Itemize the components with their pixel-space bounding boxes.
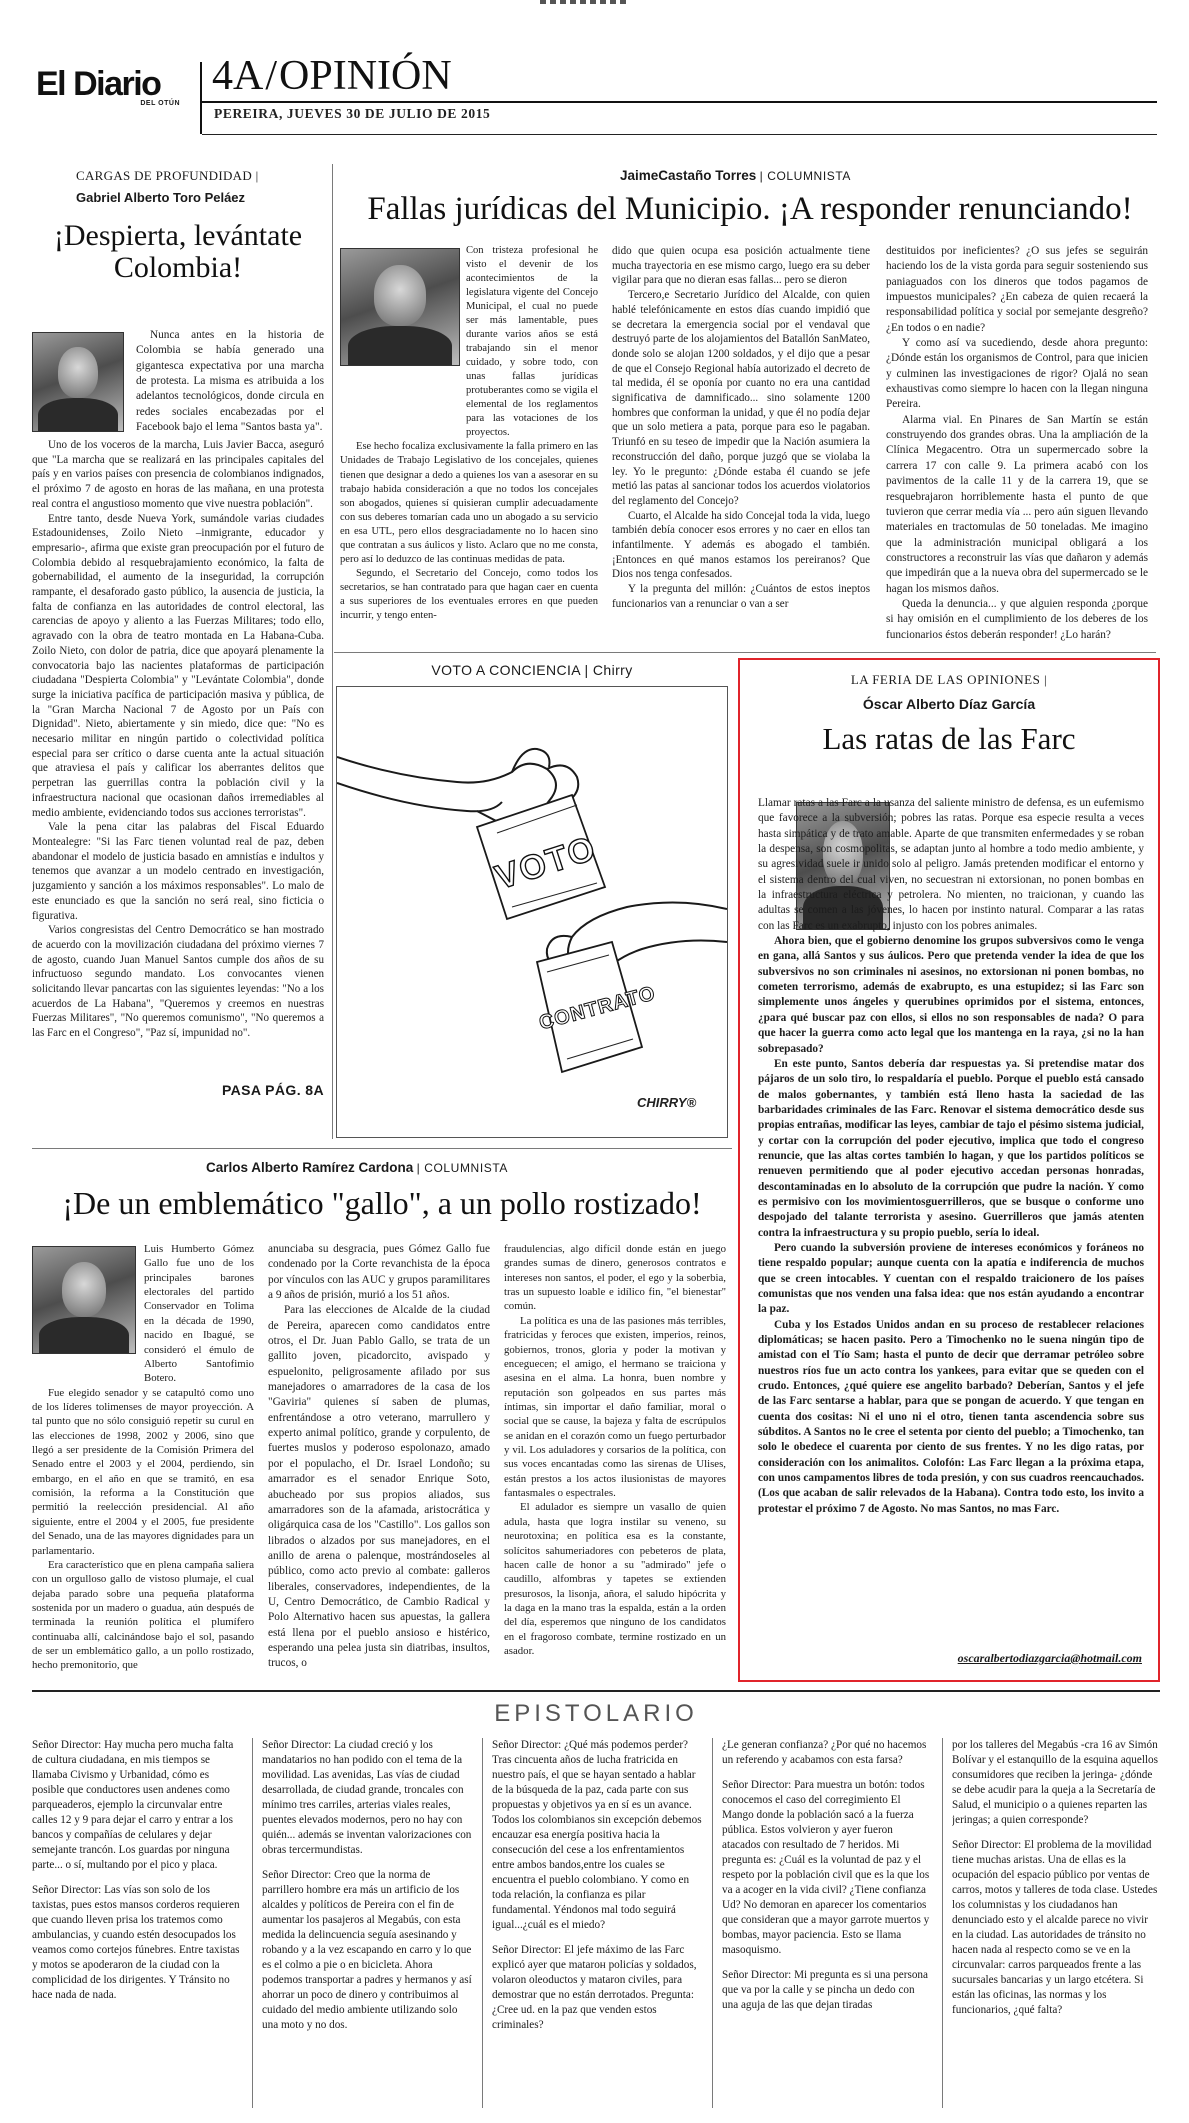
article-body <box>758 796 1144 1642</box>
paragraph: destituidos por ineficientes? ¿O sus jefes se seguirán haciendo los de la vista gorda para seguir sosteniendo sus paniaguados con los dineros que todos pagamos de impuestos municipales? ¿En cabeza de quien recaerá la responsabilidad política y social por semejante desgreño? ¿En todos o en nadie? <box>886 245 1148 334</box>
letters-column-5 <box>952 1738 1160 2108</box>
column-divider <box>482 1738 483 2108</box>
paragraph: Con tristeza profesional he visto el devenir de los acontecimientos de la legislatura vigente del Concejo Municipal, el cual no puede ser más lamentable, pues durante varios años se está trabajando sin el menor cuidado, y sobre todo, con unas fallas jurídicas protuberantes como se vigila el elemental de los reglamentos para las votaciones de los proyectos. <box>466 245 598 439</box>
article-title: Las ratas de las Farc <box>822 721 1076 756</box>
article-column-2 <box>612 244 870 644</box>
paragraph: Y la pregunta del millón: ¿Cuántos de estos ineptos funcionarios van a renunciar o van a ser <box>612 583 870 610</box>
bottom-article <box>32 1158 732 1680</box>
article-column-3 <box>504 1242 726 1678</box>
article-column-1 <box>32 1242 254 1678</box>
article-title: ¡De un emblemático "gallo", a un pollo rostizado! <box>62 1185 702 1221</box>
paragraph: Alarma vial. En Pinares de San Martín se están construyendo dos grandes obras. Una la ampliación de la Clínica Megacentro. Otra un supermercado sobre la carrera 17 con calle 9. La primera acabó con los pavimentos de la calle 11 y de la carrera 19, que se resquebrajaron horriblemente hasta el punto de que tuvieron que cerrar media vía ... pero aún siguen llevando materiales en tractomulas de 50 toneladas. Me imagino que la administración municipal obligará a los constructores a reconstruir las vías que dañaron y además que impedirán que a la nueva obra del supermercado se le hagan los mismos daños. <box>886 413 1148 595</box>
paragraph: Ahora bien, que el gobierno denomine los grupos subversivos como le venga en gana, allá Santos y sus áulicos. Pero que pretenda vender la idea de que los subversivos no son criminales ni asesinos, no extorsionan ni ponen bombas, no cometen terrorismo, además de exabrupto, es una estupidez; si las Farc son simplemente unos ángeles y querubines oprimidos por el sistema, entonces, ¿para qué buscar paz con ellos, si ellos no son responsables de nada? O para que hacer la guerra como acto legal que los mantenga en la raya, ¿si no la han sobrepasado? <box>758 935 1144 1055</box>
letter: ¿Le generan confianza? ¿Por qué no hacemos un referendo y acabamos con esta farsa? <box>722 1739 927 1766</box>
paragraph: El adulador es siempre un vasallo de quien adula, hasta que logra instilar su veneno, su neurotoxina; en política esa es la constante, solícitos sahumeriadores con pebeteros de plata, hacen calle de honor a su "admirado" jefe o caudillo, alfombras y tapetes se extienden presurosos, la lisonja, añora, el saludo hipócrita y la daga en la mano tras la espalda, están a la orden del día, esperemos que ninguno de los candidatos en el fragoroso combate, termine rostizado en un asador. <box>504 1501 726 1658</box>
epistolario-section <box>32 1694 1160 2114</box>
letter: Señor Director: Para muestra un botón: todos conocemos el caso del corregimiento El Mango donde la población sacó a la fuerza pública. Estos volvieron y ayer fueron atacados con resultado de 7 heridos. Mi pregunta es: ¿Cuál es la voluntad de paz y el respeto por la población civil que es la que los va a acoger en la vida civil? ¿Tiene confianza Ud? No demoran en aparecer los comentarios que consideran que a mayor garrote muertos y bombas, mayor paciencia. Esto se llama masoquismo. <box>722 1779 930 1956</box>
letter: Señor Director: El jefe máximo de las Farc explicó ayer que matarон policías y soldados, volaron oleoductos y mataron civiles, para demostrar que no están derrotados. Pregunta: ¿Cree ud. en la paz que venden estos criminales? <box>492 1944 697 2031</box>
paragraph: En este punto, Santos debería dar respuestas ya. Si pretendise matar dos pájaros de un solo tiro, lo respaldaría el pueblo. Porque el pueblo está cansado de malos gobernantes, y también está lleno hasta la saciedad de las barbaridades criminales de las Farc. Renovar el sistema democrático desde sus propias entrañas, modificar las leyes, cambiar de tajo el pésimo sistema judicial, y cortar con la corrupción del poder ejecutivo, implica que todo el congreso renuncie, que las altas cortes también lo hagan, y que los partidos políticos se renueven permitiendo que al poder ejecutivo accedan personas honradas, descontaminadas en lo absoluto de la corrupción que pudre la nación. Y como es permisivo con los movimientosguerrilleros, que se busque o conforme uno despojado del talante terrorista y asesino. Guerrilleros que jamás atenten contra la infraestructura y su propio pueblo, sería lo ideal. <box>758 1057 1144 1239</box>
article-intro: Nunca antes en la historia de Colombia se había generado una gigantesca expectativa por una marcha de protesta. La misma es atribuida a los adelantos tecnológicos, donde circula en redes sociales encabezadas por el Facebook bajo el lema "Santos basta ya". <box>136 329 324 434</box>
paragraph: La política es una de las pasiones más terribles, fratricidas y feroces que existen, imperios, reinos, gobiernos, tronos, gloria y poder la motivan y enceguecen; el amigo, el hermano se traiciona y asesina en el alma. La honra, buen nombre y reputación son golpeados en sus partes más íntimas, sin importar el daño familiar, moral o social que se cause, la bajeza y falta de escrúpulos se anidan en el corazón como un fuego perturbador y vil. Los aduladores y corsarios de la política, con sus voces encantadas como las sirenas de Ulises, están prestos a los actos ilusionistas de mayores fantasmales o espectrales. <box>504 1314 726 1500</box>
article-author: JaimeCastaño Torres <box>620 168 757 183</box>
letters-column-3 <box>492 1738 702 2108</box>
section-name: OPINIÓN <box>279 53 452 99</box>
letter: Señor Director: Creo que la norma de parrillero hombre era más un artificio de los alcaldes y políticos de Pereira con el fin de aumentar los pasajeros al Megabús, con esta medida la delincuencia seguía asesinando y robando y a la vez escapando en carro y lo que es el colmo a pie o en bicicleta. Ahora podemos transportar a padres y hermanos y así ahorrar un poco de dinero y contribuimos al cuidado del medio ambiente utilizando solo una moto y no dos. <box>262 1869 472 2031</box>
article-byline <box>206 1160 508 1176</box>
column-divider <box>332 164 333 1139</box>
letters-column-2 <box>262 1738 472 2108</box>
article-kicker: CARGAS DE PROFUNDIDAD | <box>76 168 259 183</box>
paragraph: Cuarto, el Alcalde ha sido Concejal toda la vida, luego también debía conocer esos errores y no caer en ellos tan infantilmente. Y además es abogado el también. ¡Entonces en qué manos estamos los pereiranos? Que Dios nos tenga confesados. <box>612 509 870 581</box>
paragraph: anunciaba su desgracia, pues Gómez Gallo fue condenado por la Corte revanchista de la época por vínculos con las AUC y grupos paramilitares a 9 años de prisión, murió a los 51 años. <box>268 1243 490 1302</box>
paragraph: Varios congresistas del Centro Democrático se han mostrado de acuerdo con la movilización ciudadana del próximo viernes 7 de agosto, cuando Juan Manuel Santos cumple dos años de su infructuoso segundo mandato. Los convocantes vienen solicitando llevar pancartas con las siguientes leyendas: "No a los acuerdos de La Habana", "Queremos y creemos en nuestras Fuerzas Militares", "No queremos comunismo", "No queremos a las Farc en el Congreso", "Paz sí, impunidad no". <box>32 924 324 1040</box>
dateline: PEREIRA, JUEVES 30 DE JULIO DE 2015 <box>214 106 491 121</box>
article-author: Gabriel Alberto Toro Peláez <box>76 190 246 205</box>
cartoon-word-voto: VOTO <box>490 828 602 898</box>
paragraph: Fue elegido senador y se catapultó como uno de los líderes tolimenses de mayor proyección. A tal punto que no sólo consiguió repetir su curul en las elecciones de 1998, 2002 y 2006, sino que llegó a ser presidente de la Comisión Primera del Senado entre el 2003 y el 2004, perdiendo, sin embargo, en el año en que se tramitó, en esa comisión, la reforma a la Constitución que permitió la reelección presidencial. Al año siguiente, entre el 2004 y el 2005, fue presidente del Senado, una de las mayores dignidades para un parlamentario. <box>32 1386 254 1557</box>
highlighted-article-box <box>738 658 1160 1682</box>
section-number: 4A <box>212 53 264 99</box>
author-role: | COLUMNISTA <box>759 169 851 183</box>
top-bleed-text <box>540 0 630 4</box>
section-title: EPISTOLARIO <box>494 1700 698 1727</box>
letter: Señor Director: El problema de la movilidad tiene muchas aristas. Una de ellas es la ocupación del espacio público por ventas de carros, motos y talleres de toda clase. Ustedes los columnistas y los ciudadanos han denunciado esto y el alcalde parece no vivir en la ciudad. Las autoridades de tránsito no hacen nada al respecto como se ve en la circunvalar: carros parqueados frente a las sucursales bancarias y un largo etcétera. Si están las oficinas, las normas y los funcionarios, ¿qué falta? <box>952 1839 1158 2016</box>
paragraph: Queda la denuncia... y que alguien responda ¿porque si hay omisión en el cumplimiento de los deberes de los funcionarios éstos deberán responder! ¿Lo harán? <box>886 597 1148 641</box>
author-email-link[interactable]: oscaralbertodiazgarcia@hotmail.com <box>957 1651 1142 1665</box>
letter: Señor Director: Mi pregunta es si una persona que va por la calle y se pincha un dedo con una aguja de las que dejan tiradas <box>722 1969 928 2011</box>
cartoon-word-contrato: CONTRATO <box>536 982 658 1035</box>
paragraph: Ese hecho focaliza exclusivamente la falla primero en las Unidades de Trabajo Legislativo de los concejales, quienes tienen que designar a dedo a quienes los van a asesorar en su trabajo habida consideración a que no todos los concejales son abogados, quienes sí quisieran cumplir adecuadamente con sus deberes tomarían cada uno un abogado a su servicio en esa UTL, pero ellos desgraciadamente no lo hacen sino que contratan a sus áulicos y listo. Aclaro que no me consta, pero así lo deduzco de las continuas medidas de pata. <box>340 441 598 565</box>
masthead <box>0 0 1189 150</box>
cartoon-signature: CHIRRY® <box>637 1095 697 1110</box>
article-author: Carlos Alberto Ramírez Cardona <box>206 1160 414 1175</box>
letters-column-1 <box>32 1738 242 2108</box>
logo-sub: DEL OTÚN <box>140 100 180 107</box>
column-divider <box>252 1738 253 2108</box>
cartoon-header: VOTO A CONCIENCIA | Chirry <box>431 662 633 678</box>
newspaper-logo <box>36 65 186 107</box>
article-column-3 <box>886 244 1148 644</box>
article-kicker: LA FERIA DE LAS OPINIONES | <box>850 672 1048 687</box>
paragraph: fraudulencias, algo difícil donde están en juego grandes sumas de dinero, generosos contratos e intereses non santos, el poder, el ego y la soberbia, tras un supuesto loable e idílico fin, "el bienestar" común. <box>504 1243 726 1313</box>
top-byline <box>620 168 851 184</box>
letter: Señor Director: Las vías son solo de los taxistas, pues estos mansos corderos requieren que cuando lleven prisa los tratemos como ambulancias, y cuando estén desocupados los veamos como cortejos fúnebres. Entre taxistas y motos se apoderaron de la ciudad con la complicidad de los dirigentes. Y Tránsito no hace nada de nada. <box>32 1884 240 2001</box>
letter: por los talleres del Megabús -cra 16 av Simón Bolívar y el estanquillo de la esquina aquellos consumidores que reciben la jeringa- ¿dónde se debe acudir para la queja a la Secretaría de Salud, el municipio o a quienes reparten las jeringas; a quien corresponde? <box>952 1739 1158 1826</box>
author-photo <box>32 332 124 432</box>
paragraph: Tercero,e Secretario Jurídico del Alcalde, con quien hablé telefónicamente en estos días cuando impidió que se decretara la emergencia social por el vendaval que destruyó parte de los alojamientos del Batallón SanMateo, donde solo se alojan 1200 soldados, y el dijo que a pesar de que el Consejo Regional había autorizado el decreto de tal medida, él se oponía por cuanto no era una cantidad significativa de damnificado... sino solamente 1200 hombres que conforman la unidad, y que él no podía dejar que un solo metiera a pata, porque para eso le pagaban. Triunfó en su teseo de impedir que la Nación asumiera la reconstrucción del daño, porque juzgó que se violaba la ley. Yo le pregunto: ¿Dónde estaba él cuando se jefe metió las patas al sancionar todos los acuerdos violatorios del reglamento del Concejo? <box>612 289 870 507</box>
letter: Señor Director: Hay mucha pero mucha falta de cultura ciudadana, en mis tiempos se llamaba Civismo y Urbanidad, cómo es posible que conductores usen andenes como parqueaderos, ejemplo la circunvalar entre calles 12 y 9 para dejar el carro y entrar a los bancos y compañías de celulares y dejar semejante trancón. Los guardas por ninguna parte... o sí, multando por el pico y placa. <box>32 1739 234 1871</box>
column-divider <box>712 1738 713 2108</box>
section-divider <box>32 1148 732 1149</box>
section-divider <box>334 652 1156 653</box>
paragraph: Pero cuando la subversión proviene de intereses económicos y foráneos no tiene respaldo popular; aunque cuenta con la apatía e indiferencia de muchos que se creen intocables. Y cuentan con el respaldo traicionero de los países comunistas que nos venden una falsa idea: que nos están ayudando a encontrar la paz. <box>758 1241 1144 1316</box>
masthead-bottom-rule <box>202 134 1157 135</box>
paragraph: dido que quien ocupa esa posición actualmente tiene mucha trayectoria en ese mismo cargo, luego era su deber vigilar para que no dieran esas fallas... pero se dieron <box>612 245 870 287</box>
paragraph: Segundo, el Secretario del Concejo, como todos los secretarios, se han contratado para que hagan caer en cuenta a sus superiores de los eventuales errores en que pueden incurrir, y tengo enten- <box>340 567 598 621</box>
cartoon-panel <box>336 660 728 1140</box>
logo-main: El Diario <box>36 65 161 103</box>
left-column-article <box>32 164 324 1136</box>
letter: Señor Director: ¿Qué más podemos perder? Tras cincuenta años de lucha fratricida en nuestro país, el que se hayan sentado a hablar de la búsqueda de la paz, cada parte con sus propuestas y objetivos ya en sí es un avance. Todos los colombianos sin excepción debemos encauzar esa energía positiva hacia la consecución del cese a los enfrentamientos entre ambos bandos,entre los cuales se encuentra el pueblo colombiano. Y como en toda relación, la confianza es pilar fundamental. Yéndonos mal todo seguirá igual...¿cuál es el miedo? <box>492 1739 702 1931</box>
article-title: Fallas jurídicas del Municipio. ¡A responder renunciando! <box>367 191 1133 227</box>
section-divider <box>32 1690 1160 1692</box>
column-divider <box>942 1738 943 2108</box>
paragraph: Era característico que en plena campaña saliera con un orgulloso gallo de vistoso plumaje, el cual dejaba parado sobre una pequeña plataforma sostenida por un madero o guadua, aún después de terminada la reunión política el plumífero continuaba allí, calcinándose bajo el sol, pasando de ser un emblemático gallo, a un pollo rostizado, hecho premonitorio, que <box>32 1558 254 1672</box>
section-title: 4A/OPINIÓN <box>212 53 452 99</box>
letter: Señor Director: La ciudad creció y los mandatarios no han podido con el tema de la movilidad. Las avenidas, Las vías de ciudad desarrollada, de ciudad grande, troncales con mínimo tres carriles, arterias viales reales, puentes elevados modernos, pero no hay con quién... además se inventan valorizaciones con obras tercermundistas. <box>262 1739 472 1856</box>
letters-column-4 <box>722 1738 932 2108</box>
cartoon-frame <box>336 686 728 1138</box>
top-article <box>340 164 1160 644</box>
article-column-1 <box>340 244 598 644</box>
paragraph: Y como así va sucediendo, desde ahora pregunto: ¿Dónde están los organismos de Control, para que inicien y culminen las investigaciones de rigor? Ojalá no sean exhaustivas como siempre lo hacen con la llegan ninguna Pereira. <box>886 337 1148 411</box>
paragraph: Cuba y los Estados Unidos andan en su proceso de restablecer relaciones diplomáticas; se hacen pasito. Pero a Timochenko no le suena ningún tipo de amistad con el Tío Sam; hasta el punto de decir que derramar petróleo sobre nuestros ríos fue un acto contra los yankees, para evitar que se queden con el crudo. Entonces, ¿qué quiere ese angelito barbado? Deberían, Santos y el jefe de las Farc sentarse a hablar, para que se pongan de acuerdo. Y que tengan en cuenta dos cositas: Ni el uno ni el otro, tienen tanta ascendencia sobre sus súbditos. A Santos no le cree el setenta por ciento del pueblo; a Timochenko, tan solo le obedece el cuarenta por ciento de sus frentes. Y no les digo ratas, por consideración con los animalitos. Colofón: Las Farc llegan a la próxima etapa, con unos campamentos libres de toda presión, y con sus cuadros reencauchados. (Los que acaban de salir relevados de la Habana). Contra todo esto, los invito a protestar el próximo 7 de Agosto. No mas Santos, no mas Farc. <box>758 1318 1144 1515</box>
cartoon-illustration <box>337 687 727 1137</box>
author-role: | COLUMNISTA <box>416 1161 508 1175</box>
paragraph: Vale la pena citar las palabras del Fiscal Eduardo Montealegre: "Si las Farc tienen voluntad real de paz, deben abandonar el modelo de justicia basado en amnistías e indultos y tenemos que avanzar a un modelo centrado en investigación, juzgamiento y sanción a los máximos responsables". Lo malo de este enunciado es que la sanción no será real, sino ficticia o figurativa. <box>32 821 324 922</box>
article-column-2 <box>268 1242 490 1678</box>
paragraph: Para las elecciones de Alcalde de la ciudad de Pereira, aparecen como candidatos entre otros, el Dr. Juan Pablo Gallo, se trata de un gallito joven, picadorcito, avispado y espuelonito, peligrosamente afilado por sus manejadores o amarradores de la casa de los "Gaviria" quienes sí saben de plumas, enfrentándose a otro veterano, marrullero y experto animal político, grande y corpulento, de fuertes muslos y poderoso espolonazo, amado por el populacho, el Dr. Israel Londoño; su amarrador es el senador Enrique Soto, abucheado por sus propios aliados, sus amarradores son de la afamada, aristocrática y oligárquica casa de los "Castillo". Los gallos son librados o alzados por sus manejadores, en el anillo de arena o palenque, mostrándoseles al público, como acto previo al combate: galleros liberales, conservadores, independientes, de la U, Centro Democrático, de Cambio Radical y Polo Alternativo hacen sus apuestas, la gallera está llena por el pueblo ansioso e histérico, esperando una pelea justa sin diatribas, insultos, trucos, o <box>268 1304 490 1670</box>
article-body <box>32 438 324 1078</box>
masthead-vline <box>200 62 202 134</box>
masthead-rule <box>202 101 1157 103</box>
jump-link[interactable]: PASA PÁG. 8A <box>221 1082 324 1098</box>
paragraph: Luis Humberto Gómez Gallo fue uno de los principales barones electorales del partido Conservador en Tolima en la década de 1990, nacido en Ibagué, se consideró el émulo de Alberto Santofimio Botero. <box>144 1243 254 1385</box>
paragraph: Llamar ratas a las Farc a la usanza del saliente ministro de defensa, es un eufemismo que favorece a la subversión; pobres las ratas. Porque esa especie resulta a veces hasta simpática y de trato amable. Aparte de que transmiten enfermedades y se roban la despensa, son cosmopolitas, se adaptan junto al hombre a todo medio ambiente, y su agresividad suele ir unido solo al peligro. Jamás pretenden modificar el entorno y el sistema dentro del cual viven, no secuestran ni extorsionan, no ponen bombas en la infraestructura eléctrica y petrolera. No mienten, no traicionan, y cuando las adultas se comen a las jóvenes, lo hacen por instinto natural. Comparar a las ratas con las Farc es un exabrupto, injusto con los pobres animales. <box>758 797 1144 932</box>
article-author: Óscar Alberto Díaz García <box>862 696 1036 712</box>
paragraph: Entre tanto, desde Nueva York, sumándole varias ciudades Estadounidenses, Zoilo Nieto –inmigrante, educador y empresario-, afirma que existe gran preocupación por el futuro de Colombia debido al resquebrajamiento económico, la falta de gobernabilidad, el aumento de la inseguridad, la corrupción rampante, el desaforado gasto público, la ausencia de justicia, la falta de confianza en las autoridades de control electoral, las carencias de apoyo y aliento a las Fuerzas Militares; todo ello, agravado con la obra de teatro montada en La Habana-Cuba. Zoilo Nieto, con dolor de patria, dice que apoyará plenamente la convocatoria bajo las nacientes plataformas de participación ciudadana "Despierta Colombia" y "Levántate Colombia", donde surge la iniciativa pacífica de participación masiva y pública, de la "Gran Marcha Nacional 7 de Agosto por un País con Dignidad". Nieto, abiertamente y sin miedo, dice que: "No es necesario militar en ningún partido o colectividad política especial para ser crítico o darse cuenta ante la actual situación que atraviesa el país y calificar los aberrantes delitos que perpetran las guerrillas contra la población civil y la infraestructura nacional que ocasionan daños irremediables al medio ambiente, evidenciando todos sus acciones terroristas". <box>32 512 324 819</box>
article-title: ¡Despierta, levántate Colombia! <box>53 219 303 285</box>
paragraph: Uno de los voceros de la marcha, Luis Javier Bacca, aseguró que "La marcha que se realizará en las principales capitales del país y en varios países con presencia de colombianos indignados, el próximo 7 de agosto en horas de las mañana, en una protesta real contra el angustioso momento que vive nuestra población". <box>32 439 324 510</box>
